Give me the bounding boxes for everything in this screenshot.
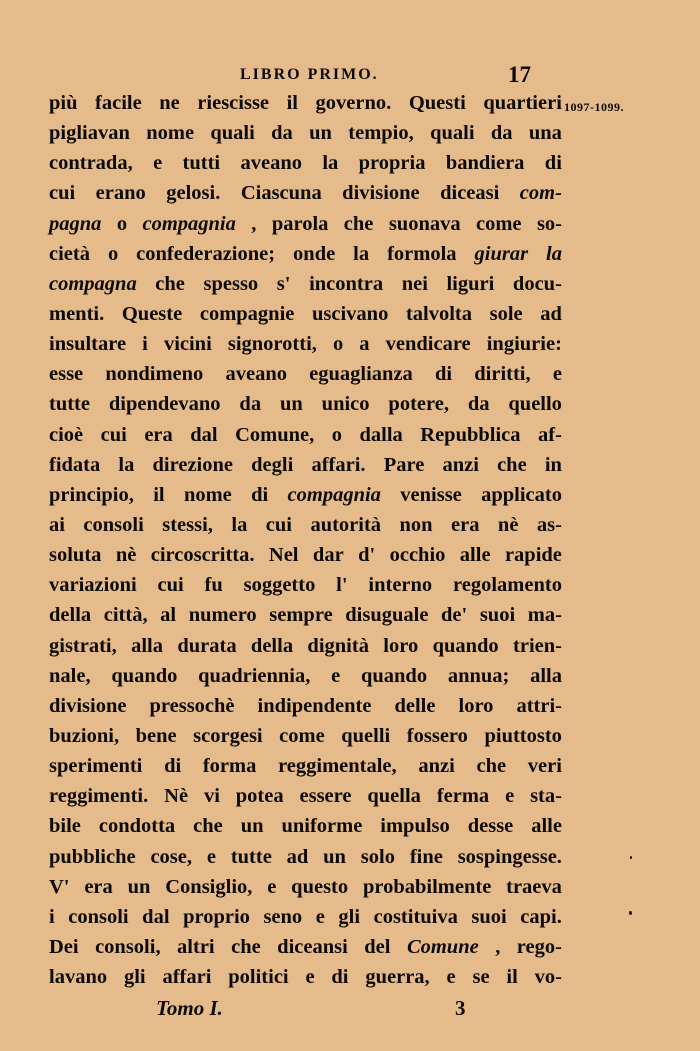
- word: sole: [489, 302, 523, 325]
- word: al: [160, 604, 177, 627]
- word: alle: [459, 544, 491, 567]
- word: ferma: [436, 785, 490, 808]
- word: consoli: [68, 905, 129, 928]
- italic-word: com-: [519, 182, 562, 205]
- word: suoi: [479, 604, 516, 627]
- word: nome: [146, 122, 195, 145]
- word: suoi: [471, 905, 507, 928]
- word: liguri: [446, 272, 495, 295]
- text-line: [49, 631, 562, 661]
- text-line: [49, 118, 562, 148]
- italic-word: compagnia: [287, 483, 381, 506]
- word: piuttosto: [484, 724, 562, 747]
- word: nome: [183, 483, 232, 506]
- word: di: [164, 755, 182, 778]
- text-line: [49, 962, 562, 992]
- word: il: [286, 92, 298, 114]
- word: un: [240, 815, 264, 838]
- text-line: [49, 721, 562, 751]
- word: reggimenti.: [49, 785, 149, 808]
- word: a: [359, 333, 370, 356]
- word: reggimentale,: [278, 755, 397, 778]
- word: da: [239, 393, 262, 416]
- word: sperimenti: [49, 755, 143, 778]
- text-line: [49, 450, 562, 480]
- word: quali: [430, 122, 475, 145]
- word: come: [279, 724, 325, 747]
- word: di: [434, 363, 453, 386]
- word: incontra: [309, 272, 384, 295]
- word: altri: [177, 935, 215, 958]
- italic-word: la: [546, 242, 562, 265]
- word: in: [544, 453, 562, 476]
- word: quartieri: [483, 92, 562, 114]
- word: di: [544, 152, 562, 175]
- word: so-: [536, 212, 562, 235]
- word: af-: [538, 423, 562, 446]
- word: questo: [291, 875, 349, 898]
- word: anzi: [442, 453, 479, 476]
- word: unico: [321, 393, 370, 416]
- word: Comune,: [235, 423, 315, 446]
- word: pressochè: [149, 694, 235, 717]
- word: annua;: [447, 664, 510, 687]
- word: dal: [190, 423, 218, 446]
- word: nondimeno: [105, 363, 204, 386]
- word: eguaglianza: [309, 363, 413, 386]
- word: cui: [49, 182, 76, 205]
- word: potere,: [388, 393, 449, 416]
- word: V': [49, 875, 70, 898]
- word: che: [343, 212, 374, 235]
- word: facile: [95, 92, 142, 114]
- word: o: [116, 212, 128, 235]
- word: una: [528, 122, 562, 145]
- word: consoli: [83, 513, 144, 536]
- word: erano: [95, 182, 146, 205]
- word: stessi,: [162, 513, 213, 536]
- word: propria: [358, 152, 426, 175]
- word: i: [142, 333, 148, 356]
- word: tutte: [49, 393, 90, 416]
- word: tempio,: [348, 122, 414, 145]
- word: anzi: [418, 755, 455, 778]
- italic-word: compagnia: [142, 212, 236, 235]
- word: quando: [111, 664, 178, 687]
- word: nè: [115, 544, 137, 567]
- text-line: [49, 781, 562, 811]
- word: fossero: [406, 724, 468, 747]
- word: solo: [360, 845, 395, 868]
- word: soggetto: [243, 574, 316, 597]
- word: ne: [159, 92, 180, 114]
- text-line: [49, 269, 562, 299]
- word: aveano: [240, 152, 302, 175]
- word: fu: [204, 574, 223, 597]
- word: numero: [188, 604, 257, 627]
- word: diceasi: [440, 182, 500, 205]
- word: cietà: [49, 242, 90, 265]
- word: cioè: [49, 423, 84, 446]
- word: un: [309, 122, 332, 145]
- word: dipendevano: [108, 393, 221, 416]
- word: dar: [312, 544, 344, 567]
- text-line: [49, 480, 562, 510]
- word: affari.: [311, 453, 366, 476]
- word: alla: [131, 634, 163, 657]
- text-line: [49, 178, 562, 208]
- volume-label: Tomo I.: [156, 996, 223, 1020]
- word: rego-: [516, 935, 562, 958]
- word: diceansi: [277, 935, 348, 958]
- word: e: [153, 152, 163, 175]
- text-line: [49, 902, 562, 932]
- word: parola: [271, 212, 329, 235]
- text-line: [49, 872, 562, 902]
- word: guerra,: [365, 966, 430, 989]
- word: e: [206, 845, 216, 868]
- word: divisione: [342, 182, 420, 205]
- word: interno: [368, 574, 433, 597]
- word: loro: [458, 694, 494, 717]
- word: che: [231, 935, 261, 958]
- word: il: [153, 483, 165, 506]
- word: seno: [263, 905, 303, 928]
- text-line: [49, 842, 562, 872]
- word: essere: [299, 785, 352, 808]
- word: della: [250, 634, 294, 657]
- word: ,: [251, 212, 257, 235]
- margin-note-years: 1097-1099.: [564, 100, 624, 114]
- word: quando: [360, 664, 428, 687]
- word: più: [49, 92, 78, 114]
- word: e: [505, 785, 515, 808]
- word: e: [331, 664, 341, 687]
- word: ingiurie:: [486, 333, 562, 356]
- word: ad: [540, 302, 562, 325]
- word: come: [476, 212, 522, 235]
- word: o: [332, 333, 344, 356]
- word: confederazione;: [136, 242, 276, 265]
- word: cose,: [150, 845, 193, 868]
- word: bandiera: [445, 152, 525, 175]
- word: ad: [286, 845, 309, 868]
- word: gli: [338, 905, 361, 928]
- italic-word: Comune: [406, 935, 479, 958]
- word: vi: [203, 785, 220, 808]
- word: un: [279, 393, 303, 416]
- word: o: [107, 242, 119, 265]
- italic-word: pagna: [49, 212, 102, 235]
- word: che: [193, 815, 223, 838]
- word: la: [118, 453, 135, 476]
- word: alla: [530, 664, 562, 687]
- word: cui: [265, 513, 292, 536]
- word: pigliavan: [49, 122, 130, 145]
- word: della: [49, 604, 92, 627]
- word: ,: [495, 935, 501, 958]
- italic-word: compagna: [49, 272, 137, 295]
- word: un: [323, 845, 346, 868]
- word: Nè: [164, 785, 189, 808]
- word: loro: [383, 634, 419, 657]
- signature-mark: 3: [455, 996, 466, 1020]
- word: vendicare: [385, 333, 471, 356]
- word: compagnie: [199, 302, 295, 325]
- word: riescisse: [197, 92, 270, 114]
- word: bene: [135, 724, 177, 747]
- word: se: [472, 966, 490, 989]
- text-line: [49, 691, 562, 721]
- word: d': [358, 544, 376, 567]
- text-line: [49, 299, 562, 329]
- word: regolamento: [453, 574, 562, 597]
- word: aveano: [225, 363, 287, 386]
- word: la: [231, 513, 248, 536]
- text-line: [49, 510, 562, 540]
- word: impulso: [380, 815, 450, 838]
- word: soluta: [49, 544, 102, 567]
- text-line: [49, 600, 562, 630]
- word: esse: [49, 363, 84, 386]
- word: direzione: [152, 453, 233, 476]
- word: occhio: [389, 544, 446, 567]
- word: o: [331, 423, 343, 446]
- text-line: [49, 420, 562, 450]
- word: as-: [536, 513, 562, 536]
- word: la: [322, 152, 339, 175]
- word: buzioni,: [49, 724, 120, 747]
- word: Ciascuna: [240, 182, 322, 205]
- word: s': [276, 272, 291, 295]
- word: degli: [251, 453, 294, 476]
- word: che: [155, 272, 185, 295]
- word: diritti,: [474, 363, 531, 386]
- word: Dei: [49, 935, 79, 958]
- word: che: [497, 453, 527, 476]
- word: sempre: [269, 604, 333, 627]
- word: formola: [387, 242, 457, 265]
- italic-word: giurar: [474, 242, 529, 265]
- word: era: [451, 513, 480, 536]
- word: forma: [202, 755, 257, 778]
- page-number: 17: [508, 62, 531, 87]
- word: signorotti,: [227, 333, 317, 356]
- word: era: [84, 875, 113, 898]
- word: trien-: [513, 634, 562, 657]
- word: desse: [467, 815, 514, 838]
- word: attri-: [516, 694, 562, 717]
- word: quali: [210, 122, 255, 145]
- word: capi.: [520, 905, 562, 928]
- word: fine: [409, 845, 443, 868]
- text-line: [49, 661, 562, 691]
- word: la: [353, 242, 370, 265]
- word: dalla: [359, 423, 403, 446]
- word: fidata: [49, 453, 101, 476]
- word: nale,: [49, 664, 91, 687]
- word: divisione: [49, 694, 127, 717]
- word: governo.: [315, 92, 392, 114]
- word: suonava: [388, 212, 461, 235]
- word: vicini: [163, 333, 212, 356]
- text-line: [49, 359, 562, 389]
- word: traeva: [506, 875, 562, 898]
- word: Nel: [268, 544, 299, 567]
- word: uscivano: [312, 302, 389, 325]
- word: venisse: [400, 483, 462, 506]
- word: Queste: [121, 302, 183, 325]
- word: consoli,: [95, 935, 161, 958]
- text-line: [49, 570, 562, 600]
- word: nè: [497, 513, 519, 536]
- word: dal: [142, 905, 170, 928]
- text-line: [49, 329, 562, 359]
- word: di: [331, 966, 349, 989]
- word: cui: [100, 423, 127, 446]
- text-line: [49, 811, 562, 841]
- word: del: [364, 935, 391, 958]
- word: non: [399, 513, 433, 536]
- word: sospingesse.: [457, 845, 562, 868]
- word: circoscritta.: [150, 544, 255, 567]
- word: politici: [228, 966, 289, 989]
- word: menti.: [49, 302, 105, 325]
- word: durata: [177, 634, 237, 657]
- word: e: [315, 905, 325, 928]
- text-line: [49, 751, 562, 781]
- word: de': [441, 604, 468, 627]
- word: quella: [367, 785, 421, 808]
- word: quando: [432, 634, 499, 657]
- word: lavano: [49, 966, 108, 989]
- word: principio,: [49, 483, 134, 506]
- word: l': [336, 574, 348, 597]
- text-line: [49, 389, 562, 419]
- word: che: [476, 755, 507, 778]
- word: spesso: [203, 272, 259, 295]
- word: potea: [235, 785, 284, 808]
- word: onde: [293, 242, 336, 265]
- word: proprio: [183, 905, 250, 928]
- word: veri: [527, 755, 562, 778]
- word: il: [506, 966, 518, 989]
- word: indipendente: [257, 694, 372, 717]
- word: ai: [49, 513, 65, 536]
- word: bile: [49, 815, 81, 838]
- word: e: [552, 363, 562, 386]
- word: nei: [401, 272, 428, 295]
- word: docu-: [512, 272, 562, 295]
- word: e: [267, 875, 277, 898]
- word: alle: [531, 815, 562, 838]
- word: Questi: [408, 92, 466, 114]
- word: quelli: [341, 724, 391, 747]
- text-line: [49, 239, 562, 269]
- ink-speck: [630, 856, 632, 859]
- word: pubbliche: [49, 845, 136, 868]
- word: vo-: [534, 966, 562, 989]
- word: sta-: [530, 785, 562, 808]
- word: costituiva: [373, 905, 458, 928]
- word: era: [144, 423, 173, 446]
- page-header: [0, 62, 700, 88]
- word: cui: [157, 574, 184, 597]
- word: variazioni: [49, 574, 137, 597]
- word: gelosi.: [166, 182, 221, 205]
- word: rapide: [504, 544, 562, 567]
- word: delle: [394, 694, 436, 717]
- word: gistrati,: [49, 634, 117, 657]
- word: da: [467, 393, 490, 416]
- word: da: [271, 122, 293, 145]
- running-head: LIBRO PRIMO.: [240, 66, 379, 83]
- ink-speck: [629, 911, 632, 915]
- word: quadriennia,: [198, 664, 311, 687]
- page-footer: [0, 996, 700, 1026]
- word: autorità: [310, 513, 382, 536]
- word: un: [127, 875, 151, 898]
- word: talvolta: [405, 302, 472, 325]
- word: Pare: [383, 453, 425, 476]
- word: insultare: [49, 333, 127, 356]
- word: tutte: [230, 845, 272, 868]
- word: città,: [103, 604, 148, 627]
- word: Repubblica: [420, 423, 521, 446]
- word: da: [490, 122, 513, 145]
- word: i: [49, 905, 55, 928]
- word: probabilmente: [362, 875, 492, 898]
- word: disuguale: [345, 604, 429, 627]
- word: condotta: [98, 815, 176, 838]
- text-line: [49, 88, 562, 118]
- word: Consiglio,: [165, 875, 253, 898]
- word: scorgesi: [193, 724, 263, 747]
- word: e: [446, 966, 456, 989]
- text-line: [49, 540, 562, 570]
- word: affari: [162, 966, 212, 989]
- word: uniforme: [281, 815, 363, 838]
- word: quello: [508, 393, 562, 416]
- word: e: [305, 966, 315, 989]
- text-line: [49, 148, 562, 178]
- word: tutti: [182, 152, 221, 175]
- word: di: [251, 483, 269, 506]
- word: applicato: [481, 483, 562, 506]
- word: dignità: [307, 634, 369, 657]
- word: contrada,: [49, 152, 133, 175]
- text-line: [49, 932, 562, 962]
- word: gli: [123, 966, 146, 989]
- text-line: [49, 209, 562, 239]
- body-text: [49, 88, 562, 992]
- word: ma-: [527, 604, 562, 627]
